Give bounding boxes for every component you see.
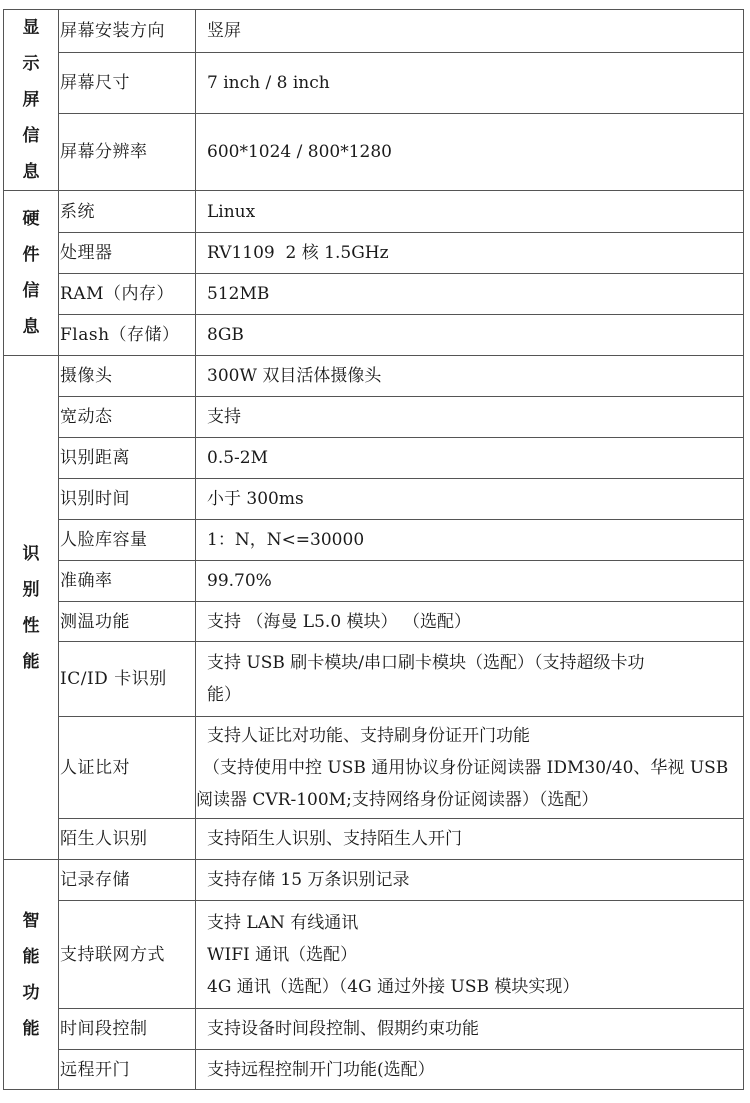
table-row (4, 397, 744, 438)
table-row (4, 1009, 744, 1050)
row-label: RAM（内存） (59, 274, 196, 315)
row-label: 时间段控制 (59, 1009, 196, 1050)
row-value: 支持 LAN 有线通讯 WIFI 通讯（选配） 4G 通讯（选配）（4G 通过外接 USB 模块实现） (196, 901, 744, 1009)
row-label: 识别时间 (59, 479, 196, 520)
table-row (4, 438, 744, 479)
table-row (4, 561, 744, 602)
section-title-recognition: 识别性能 (4, 356, 59, 860)
table-row (4, 860, 744, 901)
row-label: 识别距离 (59, 438, 196, 479)
table-row (4, 191, 744, 233)
spec-table-body (4, 10, 744, 1090)
row-label: IC/ID 卡识别 (59, 642, 196, 717)
row-label: 记录存储 (59, 860, 196, 901)
row-label: 屏幕分辨率 (59, 114, 196, 191)
row-label: 远程开门 (59, 1050, 196, 1090)
row-label: 摄像头 (59, 356, 196, 397)
row-value: 支持存储 15 万条识别记录 (196, 860, 744, 901)
table-row (4, 901, 744, 1009)
row-value: 支持陌生人识别、支持陌生人开门 (196, 819, 744, 860)
row-label: 测温功能 (59, 602, 196, 642)
section-title-hardware: 硬件信息 (4, 191, 59, 356)
table-row (4, 1050, 744, 1090)
section-title-smart: 智能功能 (4, 860, 59, 1090)
row-value: 1：N，N<=30000 (196, 520, 744, 561)
row-label: 准确率 (59, 561, 196, 602)
row-value: 512MB (196, 274, 744, 315)
row-value: 8GB (196, 315, 744, 356)
row-label: 人脸库容量 (59, 520, 196, 561)
table-row (4, 10, 744, 53)
row-value: 600*1024 / 800*1280 (196, 114, 744, 191)
row-label: 宽动态 (59, 397, 196, 438)
table-row (4, 479, 744, 520)
row-value: 支持远程控制开门功能(选配） (196, 1050, 744, 1090)
row-label: 系统 (59, 191, 196, 233)
table-row (4, 356, 744, 397)
table-row (4, 717, 744, 819)
row-label: 陌生人识别 (59, 819, 196, 860)
row-value: 支持 （海曼 L5.0 模块） （选配） (196, 602, 744, 642)
row-value: 支持 USB 刷卡模块/串口刷卡模块（选配）（支持超级卡功 能） (196, 642, 744, 717)
section-title-display: 显示屏信息 (4, 10, 59, 191)
row-label: 屏幕安装方向 (59, 10, 196, 53)
row-label: 屏幕尺寸 (59, 52, 196, 113)
row-value: 竖屏 (196, 10, 744, 53)
table-row (4, 274, 744, 315)
row-value: Linux (196, 191, 744, 233)
table-row (4, 602, 744, 642)
row-value: 99.70% (196, 561, 744, 602)
row-value: 支持人证比对功能、支持刷身份证开门功能 （支持使用中控 USB 通用协议身份证阅读器 IDM30/40、华视 USB 阅读器 CVR-100M;支持网络身份证阅读器）（选配） (196, 717, 744, 819)
row-label: 处理器 (59, 233, 196, 274)
row-value: 7 inch / 8 inch (196, 52, 744, 113)
row-value: 小于 300ms (196, 479, 744, 520)
row-label: 支持联网方式 (59, 901, 196, 1009)
table-row (4, 114, 744, 191)
row-label: 人证比对 (59, 717, 196, 819)
table-row (4, 315, 744, 356)
row-value: RV1109 2 核 1.5GHz (196, 233, 744, 274)
row-value: 支持 (196, 397, 744, 438)
row-value: 300W 双目活体摄像头 (196, 356, 744, 397)
row-label: Flash（存储） (59, 315, 196, 356)
row-value: 0.5-2M (196, 438, 744, 479)
table-row (4, 642, 744, 717)
spec-table (3, 9, 744, 1090)
table-row (4, 52, 744, 113)
table-row (4, 520, 744, 561)
row-value: 支持设备时间段控制、假期约束功能 (196, 1009, 744, 1050)
table-row (4, 233, 744, 274)
table-row (4, 819, 744, 860)
